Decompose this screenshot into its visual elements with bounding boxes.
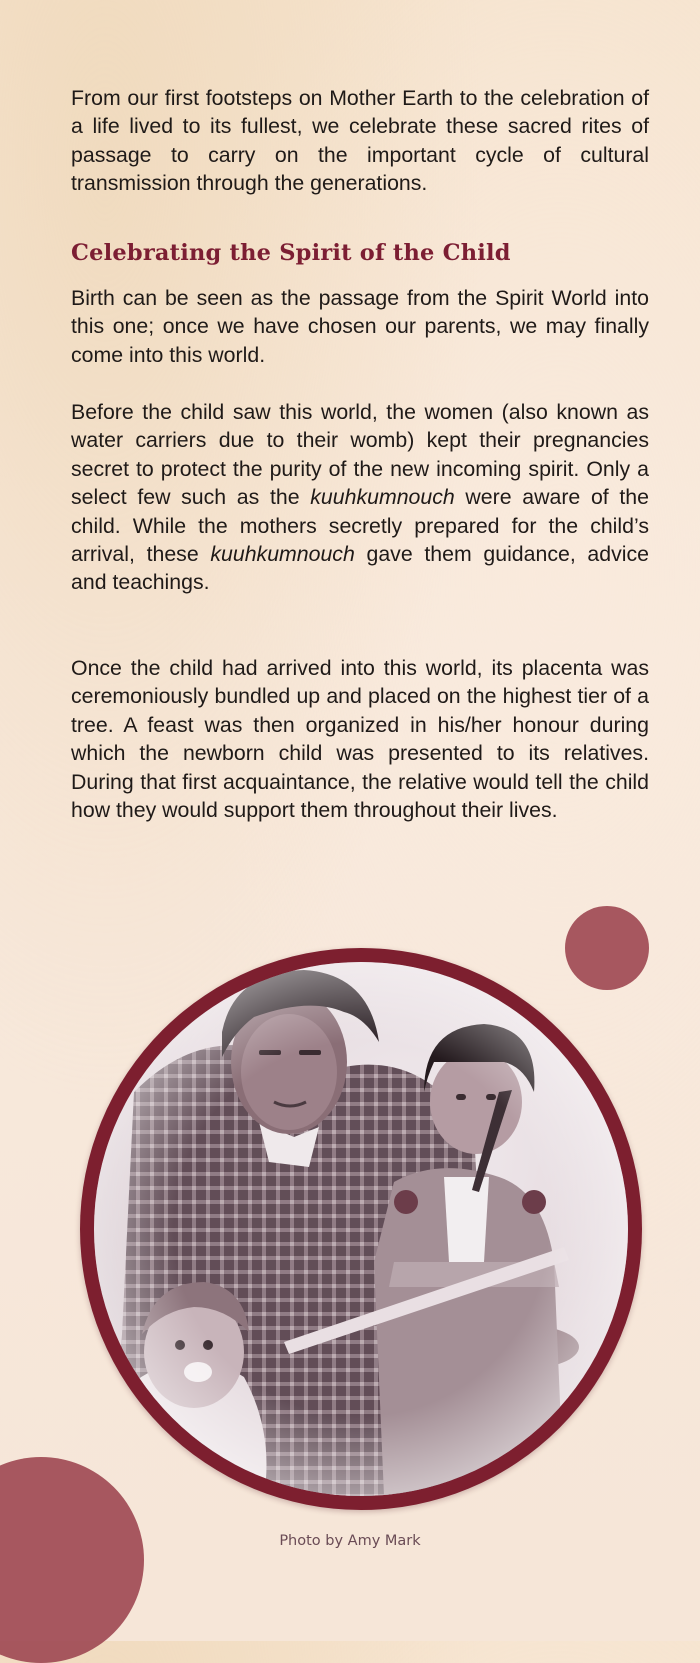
- pregnancy-text-part1: Before the child saw this world, the women (also known as water carriers due to their womb) kept their pregnancies secret to protect the purity of the new incoming spirit. Only a select few such as the: [71, 400, 649, 510]
- section-heading: Celebrating the Spirit of the Child: [71, 240, 511, 266]
- family-photo: [94, 962, 628, 1496]
- kuuhkumnouch-term: kuuhkumnouch: [310, 485, 455, 510]
- birth-text: Birth can be seen as the passage from the Spirit World into this one; once we have chosen our parents, we may finally come into this world.: [71, 286, 649, 367]
- intro-paragraph: [71, 84, 649, 198]
- kuuhkumnouch-term: kuuhkumnouch: [210, 542, 355, 567]
- pregnancy-text: [71, 398, 649, 597]
- birth-paragraph: [71, 284, 649, 369]
- photo-caption: Photo by Amy Mark: [279, 1533, 421, 1549]
- placenta-paragraph: [71, 654, 649, 824]
- intro-text: From our first footsteps on Mother Earth to the celebration of a life lived to its fullest, we celebrate these sacred rites of passage to carry on the important cycle of cultural transmission through the generations.: [71, 86, 649, 196]
- pregnancy-paragraph: [71, 398, 649, 597]
- placenta-text: Once the child had arrived into this world, its placenta was ceremoniously bundled up and placed on the highest tier of a tree. A feast was then organized in his/her honour during which the newborn child was presented to its relatives. During that first acquaintance, the relative would tell the child how they would support them throughout their lives.: [71, 656, 649, 823]
- pregnancy-text-part2: were aware of the child. While the mothers secretly prepared for the child’s arrival, these: [71, 485, 649, 567]
- pregnancy-text-part3: gave them guidance, advice and teachings.: [71, 542, 649, 595]
- photo-frame: [80, 948, 642, 1510]
